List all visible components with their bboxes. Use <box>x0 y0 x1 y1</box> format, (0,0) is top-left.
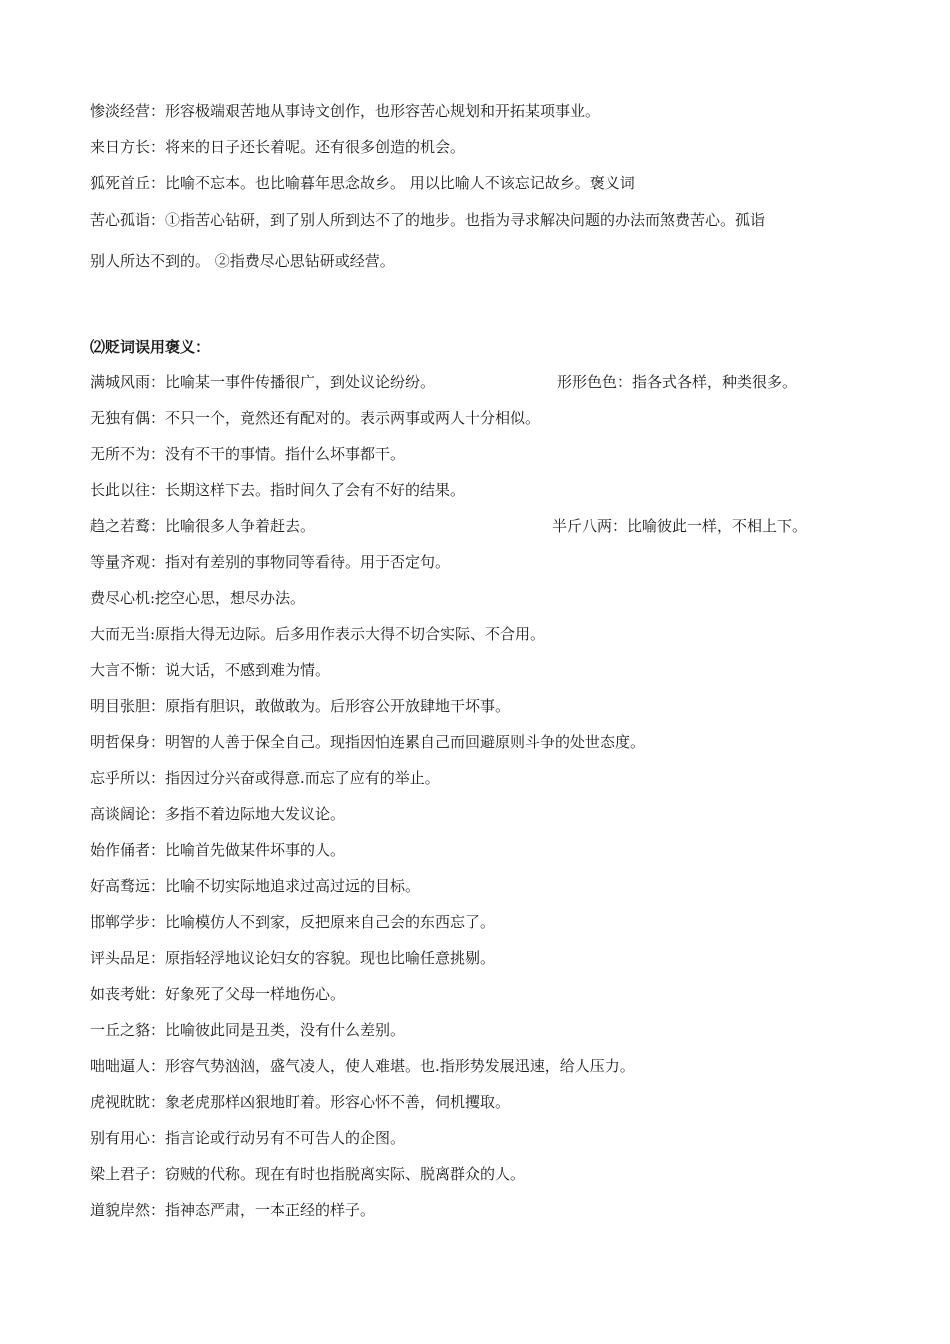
idiom-entry: 明目张胆：原指有胆识，敢做敢为。后形容公开放肆地干坏事。 <box>90 697 511 715</box>
idiom-entry: 大而无当:原指大得无边际。后多用作表示大得不切合实际、不合用。 <box>90 625 546 643</box>
idiom-entry: 苦心孤诣：①指苦心钻研，到了别人所到达不了的地步。也指为寻求解决问题的办法而煞费苦心。孤诣 <box>90 211 766 229</box>
idiom-entry: 明哲保身：明智的人善于保全自己。现指因怕连累自己而回避原则斗争的处世态度。 <box>90 733 646 751</box>
idiom-entry: 忘乎所以：指因过分兴奋或得意.而忘了应有的举止。 <box>90 769 440 787</box>
idiom-entry: 一丘之貉：比喻彼此同是丑类，没有什么差别。 <box>90 1021 406 1039</box>
idiom-entry: 高谈阔论：多指不着边际地大发议论。 <box>90 805 346 823</box>
idiom-entry: 长此以往：长期这样下去。指时间久了会有不好的结果。 <box>90 481 466 499</box>
idiom-entry: 大言不惭：说大话，不感到难为情。 <box>90 661 331 679</box>
idiom-entry: 虎视眈眈：象老虎那样凶狠地盯着。形容心怀不善，伺机攫取。 <box>90 1093 511 1111</box>
idiom-entry: 狐死首丘：比喻不忘本。也比喻暮年思念故乡。 用以比喻人不该忘记故乡。褒义词 <box>90 174 635 192</box>
idiom-entry-right: 形形色色：指各式各样，种类很多。 <box>557 373 798 391</box>
idiom-entry: 无独有偶：不只一个，竟然还有配对的。表示两事或两人十分相似。 <box>90 409 541 427</box>
idiom-entry: 满城风雨：比喻某一事件传播很广，到处议论纷纷。 <box>90 373 436 391</box>
idiom-entry: 咄咄逼人：形容气势汹汹，盛气凌人，使人难堪。也.指形势发展迅速，给人压力。 <box>90 1057 635 1075</box>
section-heading: ⑵贬词误用褒义： <box>90 338 211 356</box>
idiom-entry: 无所不为：没有不干的事情。指什么坏事都干。 <box>90 445 406 463</box>
idiom-entry: 梁上君子：窃贼的代称。现在有时也指脱离实际、脱离群众的人。 <box>90 1165 526 1183</box>
idiom-entry: 趋之若鹜：比喻很多人争着赶去。 <box>90 517 316 535</box>
idiom-entry: 始作俑者：比喻首先做某件坏事的人。 <box>90 841 346 859</box>
idiom-entry: 惨淡经营：形容极端艰苦地从事诗文创作，也形容苦心规划和开拓某项事业。 <box>90 102 601 120</box>
idiom-entry: 好高骛远：比喻不切实际地追求过高过远的目标。 <box>90 877 421 895</box>
idiom-entry-right: 半斤八两：比喻彼此一样，不相上下。 <box>552 517 808 535</box>
idiom-entry: 别有用心：指言论或行动另有不可告人的企图。 <box>90 1129 406 1147</box>
idiom-entry: 费尽心机:挖空心思，想尽办法。 <box>90 589 306 607</box>
idiom-entry: 评头品足：原指轻浮地议论妇女的容貌。现也比喻任意挑剔。 <box>90 949 496 967</box>
idiom-entry: 等量齐观：指对有差别的事物同等看待。用于否定句。 <box>90 553 451 571</box>
idiom-entry: 来日方长：将来的日子还长着呢。还有很多创造的机会。 <box>90 138 466 156</box>
idiom-entry: 如丧考妣：好象死了父母一样地伤心。 <box>90 985 346 1003</box>
idiom-entry: 道貌岸然：指神态严肃，一本正经的样子。 <box>90 1201 376 1219</box>
idiom-entry: 邯郸学步：比喻模仿人不到家，反把原来自己会的东西忘了。 <box>90 913 496 931</box>
idiom-entry-continuation: 别人所达不到的。 ②指费尽心思钻研或经营。 <box>90 252 395 270</box>
